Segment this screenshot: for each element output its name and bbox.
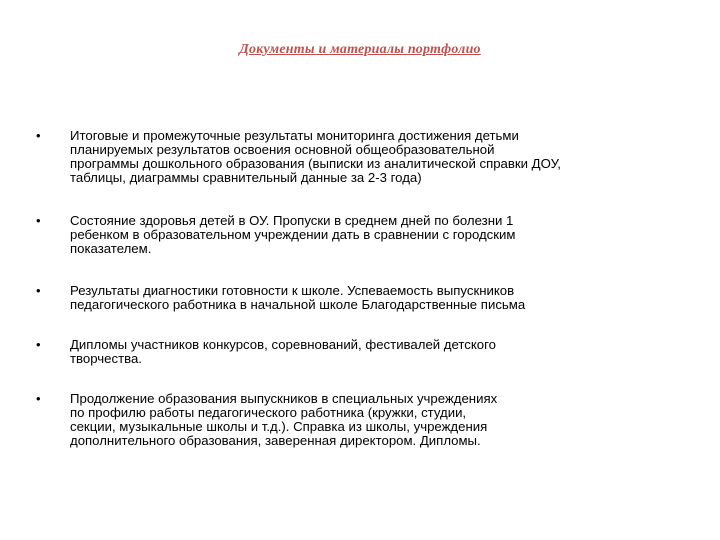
- bullet-text: Дипломы участников конкурсов, соревнований, фестивалей детского творчества.: [70, 337, 496, 366]
- bullet-text: Состояние здоровья детей в ОУ. Пропуски в среднем дней по болезни 1 ребенком в образовательном учреждении дать в сравнении с городским показателем.: [70, 213, 516, 256]
- bullet-marker: •: [36, 391, 41, 406]
- bullet-marker: •: [36, 213, 41, 228]
- bullet-marker: •: [36, 283, 41, 298]
- bullet-text: Итоговые и промежуточные результаты мониторинга достижения детьми планируемых результатов освоения основной общеобразовательной программы дошкольного образования (выписки из аналитической справки ДОУ, таблицы, диаграммы сравнительный данные за 2-3 года): [70, 128, 561, 185]
- bullet-text: Продолжение образования выпускников в специальных учреждениях по профилю работы педагогического работника (кружки, студии, секции, музыкальные школы и т.д.). Справка из школы, учреждения дополнительного образования, заверенная директором. Дипломы.: [70, 391, 498, 448]
- slide-title: Документы и материалы портфолио: [239, 42, 481, 57]
- bullet-marker: •: [36, 128, 41, 143]
- bullet-marker: •: [36, 337, 41, 352]
- bullet-text: Результаты диагностики готовности к школе. Успеваемость выпускников педагогического работника в начальной школе Благодарственные письма: [70, 283, 526, 312]
